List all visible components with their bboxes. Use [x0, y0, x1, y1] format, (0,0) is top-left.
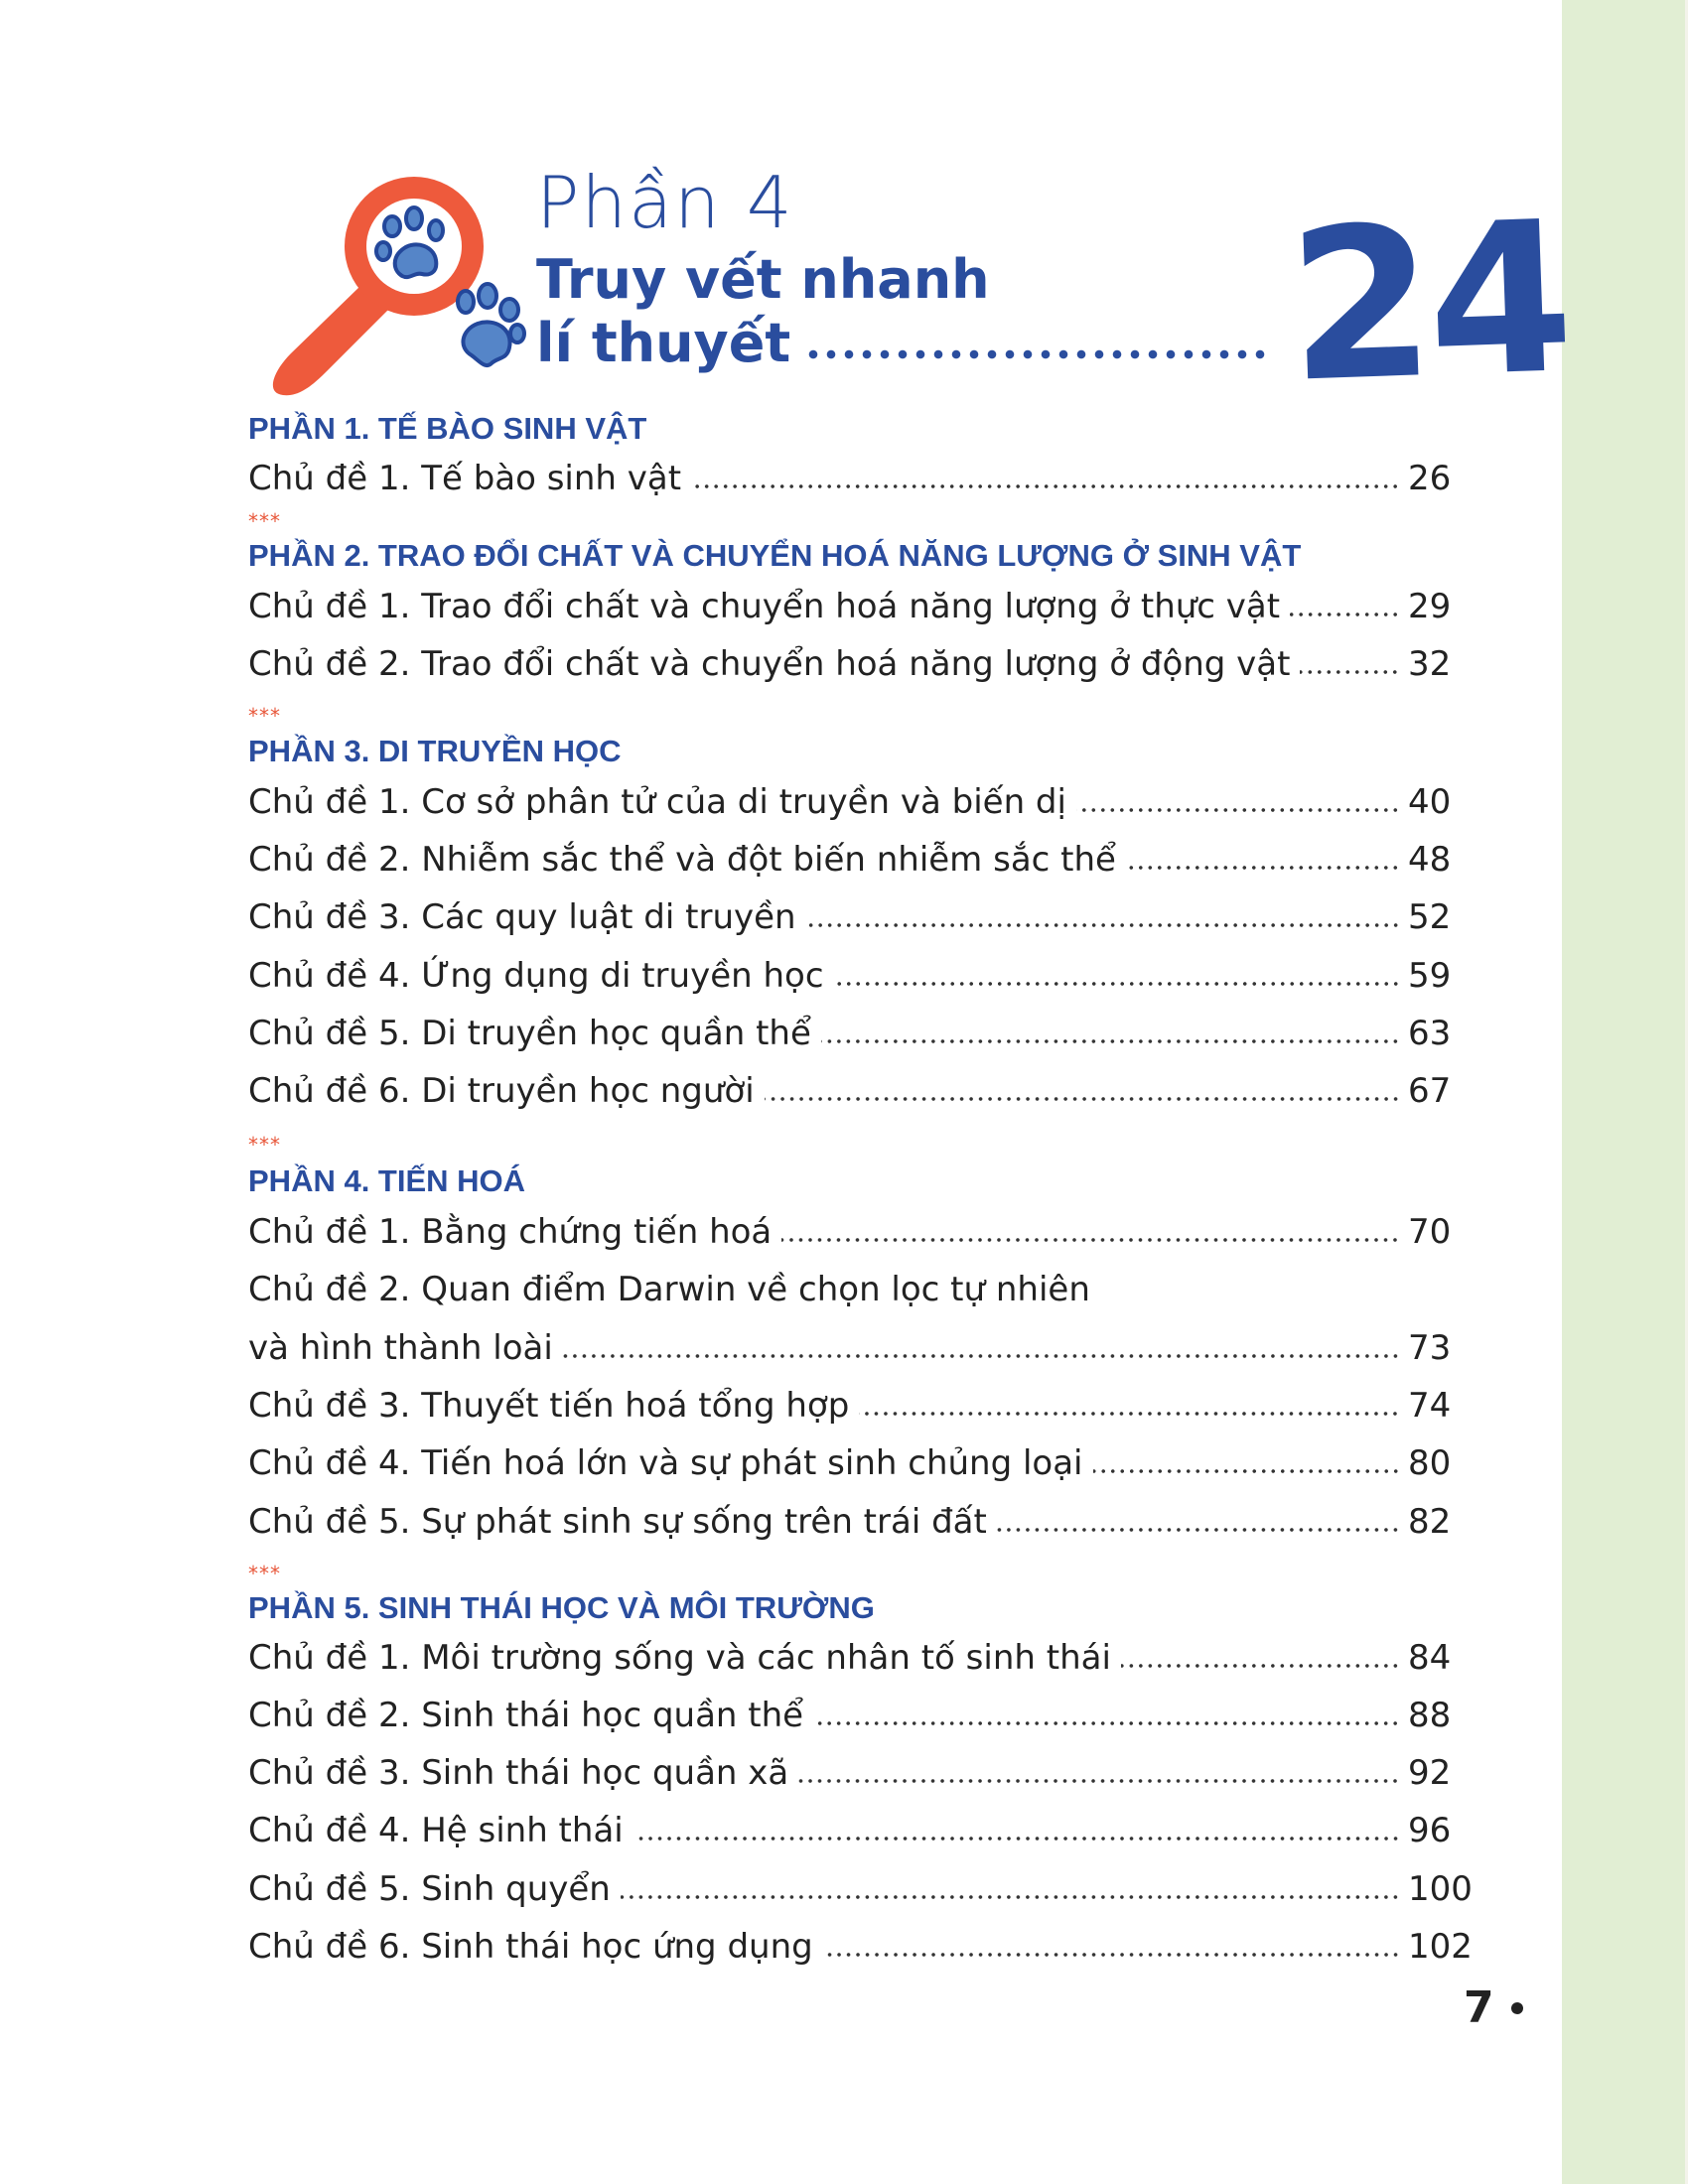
leader-dots — [859, 1409, 1400, 1419]
entry-page: 88 — [1408, 1696, 1452, 1735]
section-heading-1: PHẦN 1. TẾ BÀO SINH VẬT — [248, 411, 647, 446]
side-color-strip — [1562, 0, 1685, 2184]
leader-dots — [781, 1235, 1400, 1245]
toc-entry[interactable] — [248, 585, 1476, 628]
entry-page: 82 — [1408, 1502, 1452, 1542]
entry-page: 70 — [1408, 1212, 1452, 1252]
leader-dots — [1300, 667, 1400, 677]
leader-dots — [804, 347, 1271, 361]
toc-entry[interactable] — [248, 1326, 1476, 1370]
toc-entry[interactable] — [248, 1867, 1476, 1911]
entry-page: 52 — [1408, 897, 1452, 937]
magnifier-paw-icon — [253, 159, 581, 397]
leader-dots — [633, 1834, 1400, 1843]
leader-dots — [997, 1525, 1400, 1535]
entry-label: Chủ đề 5. Di truyền học quần thể — [248, 1014, 811, 1053]
entry-label: Chủ đề 3. Thuyết tiến hoá tổng hợp — [248, 1386, 850, 1426]
entry-page: 59 — [1408, 956, 1452, 996]
section-separator: *** — [248, 1133, 281, 1157]
entry-label: Chủ đề 4. Tiến hoá lớn và sự phát sinh chủng loại — [248, 1443, 1083, 1483]
entry-label: Chủ đề 3. Sinh thái học quần xã — [248, 1753, 789, 1793]
leader-dots — [765, 1094, 1400, 1104]
toc-entry[interactable] — [248, 1809, 1476, 1852]
leader-dots — [798, 1776, 1400, 1786]
part-title-line-2 — [536, 312, 1271, 375]
toc-entry-first-line[interactable]: Chủ đề 2. Quan điểm Darwin về chọn lọc tự nhiên — [248, 1270, 1090, 1309]
entry-label: Chủ đề 2. Nhiễm sắc thể và đột biến nhiễm sắc thể — [248, 840, 1116, 880]
toc-entry[interactable] — [248, 954, 1476, 998]
part-page-number: 24 — [1284, 176, 1572, 429]
toc-entry[interactable] — [248, 1636, 1476, 1680]
entry-label: Chủ đề 1. Trao đổi chất và chuyển hoá năng lượng ở thực vật — [248, 587, 1281, 626]
toc-entry[interactable] — [248, 1500, 1476, 1544]
toc-entry[interactable] — [248, 1210, 1476, 1254]
entry-label: Chủ đề 3. Các quy luật di truyền — [248, 897, 796, 937]
entry-page: 32 — [1408, 644, 1452, 684]
entry-label: Chủ đề 6. Di truyền học người — [248, 1071, 755, 1111]
leader-dots — [1290, 610, 1400, 619]
section-separator: *** — [248, 704, 281, 728]
section-heading-2: PHẦN 2. TRAO ĐỔI CHẤT VÀ CHUYỂN HOÁ NĂNG LƯỢNG Ở SINH VẬT — [248, 538, 1302, 573]
entry-label: Chủ đề 1. Bằng chứng tiến hoá — [248, 1212, 773, 1252]
toc-entry[interactable] — [248, 1384, 1476, 1428]
entry-label: Chủ đề 4. Hệ sinh thái — [248, 1811, 624, 1850]
entry-page: 40 — [1408, 782, 1452, 822]
entry-page: 63 — [1408, 1014, 1452, 1053]
leader-dots — [813, 1718, 1400, 1728]
entry-label: Chủ đề 4. Ứng dụng di truyền học — [248, 956, 824, 996]
entry-label: Chủ đề 6. Sinh thái học ứng dụng — [248, 1927, 813, 1967]
leader-dots — [1121, 1661, 1400, 1671]
entry-label: Chủ đề 5. Sinh quyển — [248, 1869, 611, 1909]
section-separator: *** — [248, 1562, 281, 1585]
leader-dots — [563, 1351, 1400, 1361]
toc-entry[interactable] — [248, 1925, 1476, 1969]
toc-entry[interactable] — [248, 895, 1476, 939]
entry-label: Chủ đề 1. Tế bào sinh vật — [248, 459, 682, 498]
part-title-line-2-text: lí thuyết — [536, 312, 791, 374]
bullet-dot-icon — [1511, 2002, 1523, 2014]
entry-page: 96 — [1408, 1811, 1452, 1850]
page-number: 7 — [1464, 1982, 1494, 2033]
leader-dots — [821, 1036, 1400, 1046]
toc-entry[interactable] — [248, 1751, 1476, 1795]
leader-dots — [621, 1892, 1400, 1902]
entry-page: 100 — [1408, 1869, 1473, 1909]
leader-dots — [823, 1950, 1400, 1960]
entry-page: 92 — [1408, 1753, 1452, 1793]
entry-page: 29 — [1408, 587, 1452, 626]
part-label: Phần 4 — [536, 161, 794, 244]
leader-dots — [1126, 863, 1400, 873]
entry-label: Chủ đề 1. Môi trường sống và các nhân tố sinh thái — [248, 1638, 1111, 1678]
entry-page: 48 — [1408, 840, 1452, 880]
toc-entry[interactable] — [248, 457, 1476, 500]
toc-entry[interactable] — [248, 1069, 1476, 1113]
entry-label: Chủ đề 1. Cơ sở phân tử của di truyền và biến dị — [248, 782, 1066, 822]
leader-dots — [834, 979, 1400, 989]
entry-page: 73 — [1408, 1328, 1452, 1368]
section-heading-5: PHẦN 5. SINH THÁI HỌC VÀ MÔI TRƯỜNG — [248, 1590, 875, 1625]
entry-page: 26 — [1408, 459, 1452, 498]
section-heading-4: PHẦN 4. TIẾN HOÁ — [248, 1163, 526, 1198]
entry-label-continuation: và hình thành loài — [248, 1328, 553, 1368]
entry-page: 102 — [1408, 1927, 1473, 1967]
entry-page: 67 — [1408, 1071, 1452, 1111]
entry-page: 84 — [1408, 1638, 1452, 1678]
toc-entry[interactable] — [248, 780, 1476, 824]
entry-label: Chủ đề 2. Trao đổi chất và chuyển hoá năng lượng ở động vật — [248, 644, 1291, 684]
entry-label: Chủ đề 2. Sinh thái học quần thể — [248, 1696, 804, 1735]
leader-dots — [1076, 805, 1400, 815]
toc-entry[interactable] — [248, 1441, 1476, 1485]
leader-dots — [691, 481, 1400, 491]
part-title-line-1: Truy vết nhanh — [536, 248, 990, 311]
toc-entry[interactable] — [248, 642, 1476, 686]
toc-entry[interactable] — [248, 838, 1476, 882]
toc-entry[interactable] — [248, 1012, 1476, 1055]
part-title — [536, 248, 1271, 375]
toc-entry[interactable] — [248, 1694, 1476, 1737]
leader-dots — [1093, 1466, 1400, 1476]
entry-page: 80 — [1408, 1443, 1452, 1483]
section-separator: *** — [248, 509, 281, 533]
section-heading-3: PHẦN 3. DI TRUYỀN HỌC — [248, 734, 622, 768]
entry-page: 74 — [1408, 1386, 1452, 1426]
leader-dots — [806, 920, 1400, 930]
entry-label: Chủ đề 5. Sự phát sinh sự sống trên trái đất — [248, 1502, 987, 1542]
